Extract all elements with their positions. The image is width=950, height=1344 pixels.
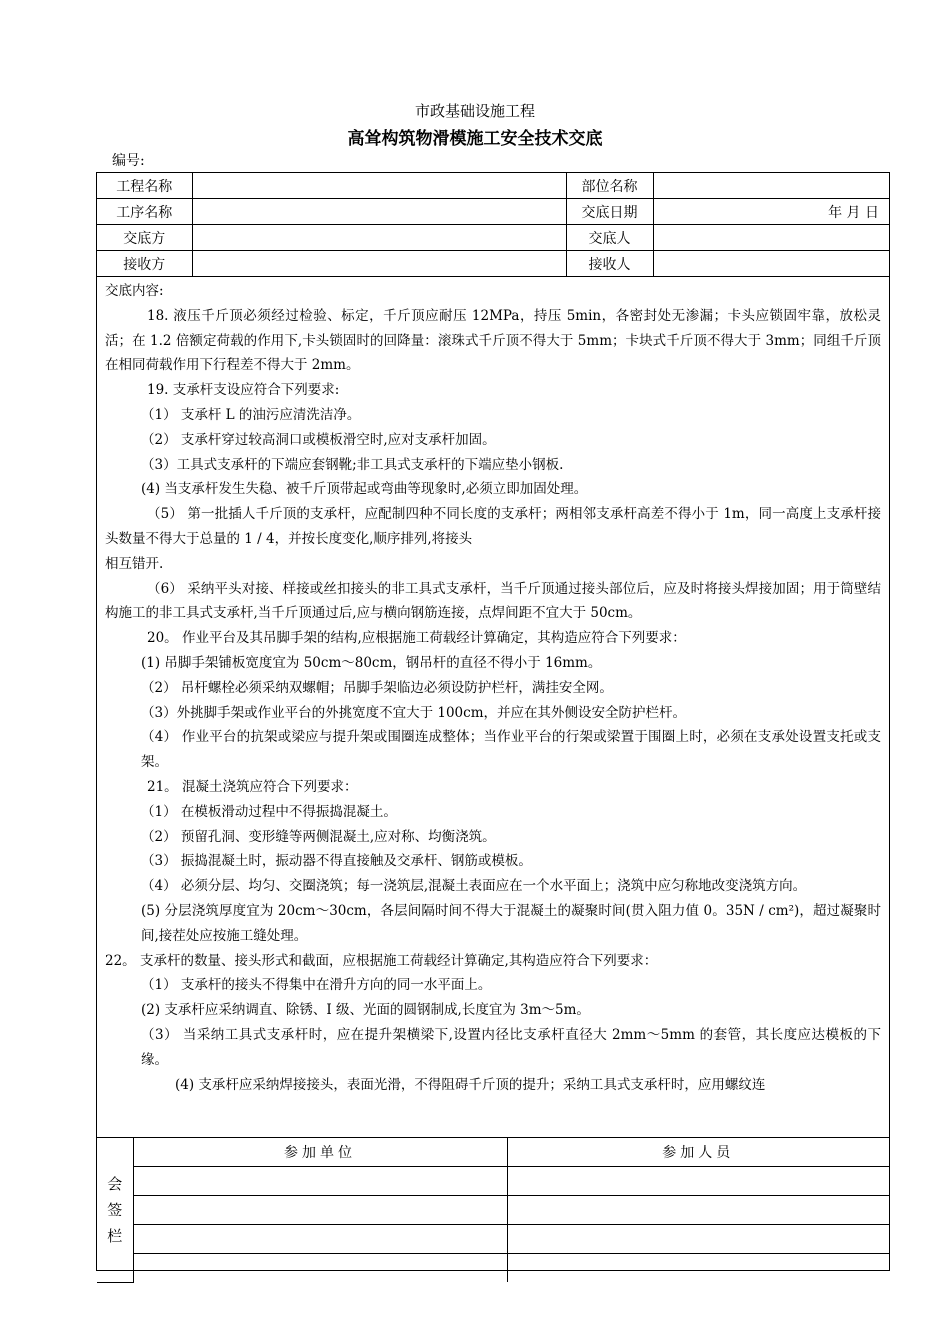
receiver-label: 接收方 — [97, 251, 192, 277]
content-paragraph: （1） 支承杆 L 的油污应清洗洁净。 — [141, 406, 361, 423]
issuer-person-label: 交底人 — [566, 225, 653, 251]
people-cell[interactable] — [507, 1167, 889, 1196]
unit-cell[interactable] — [133, 1196, 507, 1225]
content-paragraph: （2） 预留孔洞、变形缝等两侧混凝土,应对称、均衡浇筑。 — [141, 828, 496, 845]
receiver-field[interactable] — [192, 251, 566, 277]
people-cell[interactable] — [507, 1196, 889, 1225]
content-paragraph: (4) 当支承杆发生失稳、被千斤顶带起或弯曲等现象时,必须立即加固处理。 — [141, 481, 588, 498]
content-paragraph: （5） 第一批插人千斤顶的支承杆，应配制四种不同长度的支承杆；两相邻支承杆高差不得小于 1m，同一高度上支承杆接头数量不得大于总量的 1 / 4，并按长度变化,顺序排列,将接头 — [105, 506, 881, 547]
receiver-person-field[interactable] — [653, 251, 889, 277]
col-unit-header: 参加单位 — [133, 1138, 507, 1167]
content-paragraph: （4） 作业平台的抗架或梁应与提升架或围圈连成整体；当作业平台的行架或梁置于围圈上时，必须在支承处设置支托或支架。 — [141, 729, 881, 771]
content-paragraph: （3） 振捣混凝土时，振动器不得直接触及交承杆、钢筋或模板。 — [141, 853, 532, 870]
content-heading: 交底内容: — [105, 283, 164, 299]
content-paragraph: （2） 吊杆螺栓必须采纳双螺帽；吊脚手架临边必须设防护栏杆，满挂安全网。 — [141, 679, 613, 696]
content-paragraph: （1） 在模板滑动过程中不得振捣混凝土。 — [141, 803, 397, 820]
date-field[interactable]: 年 月 日 — [653, 199, 889, 225]
content-paragraph: (5) 分层浇筑厚度宜为 20cm～30cm，各层间隔时间不得大于混凝土的凝聚时间(贯入阻力值 0。35N / cm²)，超过凝聚时间,接茬处应按施工缝处理。 — [141, 902, 881, 944]
content-paragraph: （4） 必须分层、均匀、交圈浇筑；每一浇筑层,混凝土表面应在一个水平面上；浇筑中应匀称地改变浇筑方向。 — [141, 878, 807, 895]
date-label: 交底日期 — [566, 199, 653, 225]
project-name-field[interactable] — [192, 173, 566, 199]
col-people-header: 参加人员 — [507, 1138, 889, 1167]
content-paragraph: （3）工具式支承杆的下端应套钢靴;非工具式支承杆的下端应垫小钢板. — [141, 456, 564, 473]
signoff-row — [97, 1196, 889, 1225]
unit-cell[interactable] — [133, 1225, 507, 1254]
issuer-person-field[interactable] — [653, 225, 889, 251]
project-name-label: 工程名称 — [97, 173, 192, 199]
signoff-row — [97, 1225, 889, 1254]
issuer-label: 交底方 — [97, 225, 192, 251]
people-cell[interactable] — [507, 1225, 889, 1254]
content-paragraph: （6） 采纳平头对接、样接或丝扣接头的非工具式支承杆，当千斤顶通过接头部位后，应及时将接头焊接加固；用于筒壁结构施工的非工具式支承杆,当千斤顶通过后,应与横向钢筋连接，点焊间距不宜大于 50cm。 — [105, 580, 881, 622]
form-frame — [96, 172, 890, 1271]
content-paragraph: 21。 混凝土浇筑应符合下列要求： — [147, 778, 358, 795]
content-paragraph: 20。 作业平台及其吊脚手架的结构,应根据施工荷载经计算确定，其构造应符合下列要求： — [147, 630, 686, 647]
content-paragraph: 22。 支承杆的数量、接头形式和截面，应根据施工荷载经计算确定,其构造应符合下列要求： — [105, 952, 658, 969]
content-paragraph: （3） 当采纳工具式支承杆时，应在提升架横梁下,设置内径比支承杆直径大 2mm～5mm 的套管，其长度应达模板的下缘。 — [141, 1026, 881, 1068]
content-paragraph: （2） 支承杆穿过较高洞口或模板滑空时,应对支承杆加固。 — [141, 431, 496, 448]
signoff-section-label — [97, 1138, 133, 1283]
signoff-char: 会 — [107, 1174, 123, 1193]
doc-number-label: 编号: — [112, 153, 145, 169]
receiver-person-label: 接收人 — [566, 251, 653, 277]
part-name-field[interactable] — [653, 173, 889, 199]
process-name-field[interactable] — [192, 199, 566, 225]
signoff-row — [97, 1254, 889, 1283]
content-area — [97, 277, 889, 1137]
signoff-table — [97, 1137, 889, 1283]
content-paragraph: (1) 吊脚手架铺板宽度宜为 50cm～80cm，钢吊杆的直径不得小于 16mm。 — [141, 654, 602, 671]
part-name-label: 部位名称 — [566, 173, 653, 199]
people-cell[interactable] — [507, 1254, 889, 1283]
signoff-char: 签 — [107, 1200, 123, 1219]
unit-cell[interactable] — [133, 1167, 507, 1196]
document-title: 高耸构筑物滑模施工安全技术交底 — [347, 129, 603, 149]
unit-cell[interactable] — [133, 1254, 507, 1283]
content-paragraph: （3）外挑脚手架或作业平台的外挑宽度不宜大于 100cm，并应在其外侧设安全防护栏杆。 — [141, 704, 687, 721]
content-paragraph: 18. 液压千斤顶必须经过检验、标定，千斤顶应耐压 12MPa，持压 5min，各密封处无渗漏；卡头应锁固牢靠，放松灵活；在 1.2 倍额定荷载的作用下,卡头锁固时的回降量：滚珠式千斤顶不得大于 5mm；卡块式千斤顶不得大于 3mm；同组千斤顶在相同荷载作用下行程差不得大于 2mm。 — [105, 307, 881, 374]
info-table — [97, 173, 889, 277]
signoff-char: 栏 — [107, 1226, 123, 1245]
content-paragraph: (4) 支承杆应采纳焊接接头，表面光滑，不得阻碍千斤顶的提升；采纳工具式支承杆时，应用螺纹连 — [175, 1076, 766, 1093]
content-paragraph: （1） 支承杆的接头不得集中在滑升方向的同一水平面上。 — [141, 977, 492, 994]
content-paragraph: (2) 支承杆应采纳调直、除锈、I 级、光面的圆钢制成,长度宜为 3m～5m。 — [141, 1002, 590, 1019]
signoff-row — [97, 1167, 889, 1196]
content-paragraph: 相互错开. — [105, 555, 164, 572]
process-name-label: 工序名称 — [97, 199, 192, 225]
content-paragraph: 19. 支承杆支设应符合下列要求: — [147, 382, 340, 399]
issuer-field[interactable] — [192, 225, 566, 251]
document-subtitle: 市政基础设施工程 — [414, 102, 535, 120]
